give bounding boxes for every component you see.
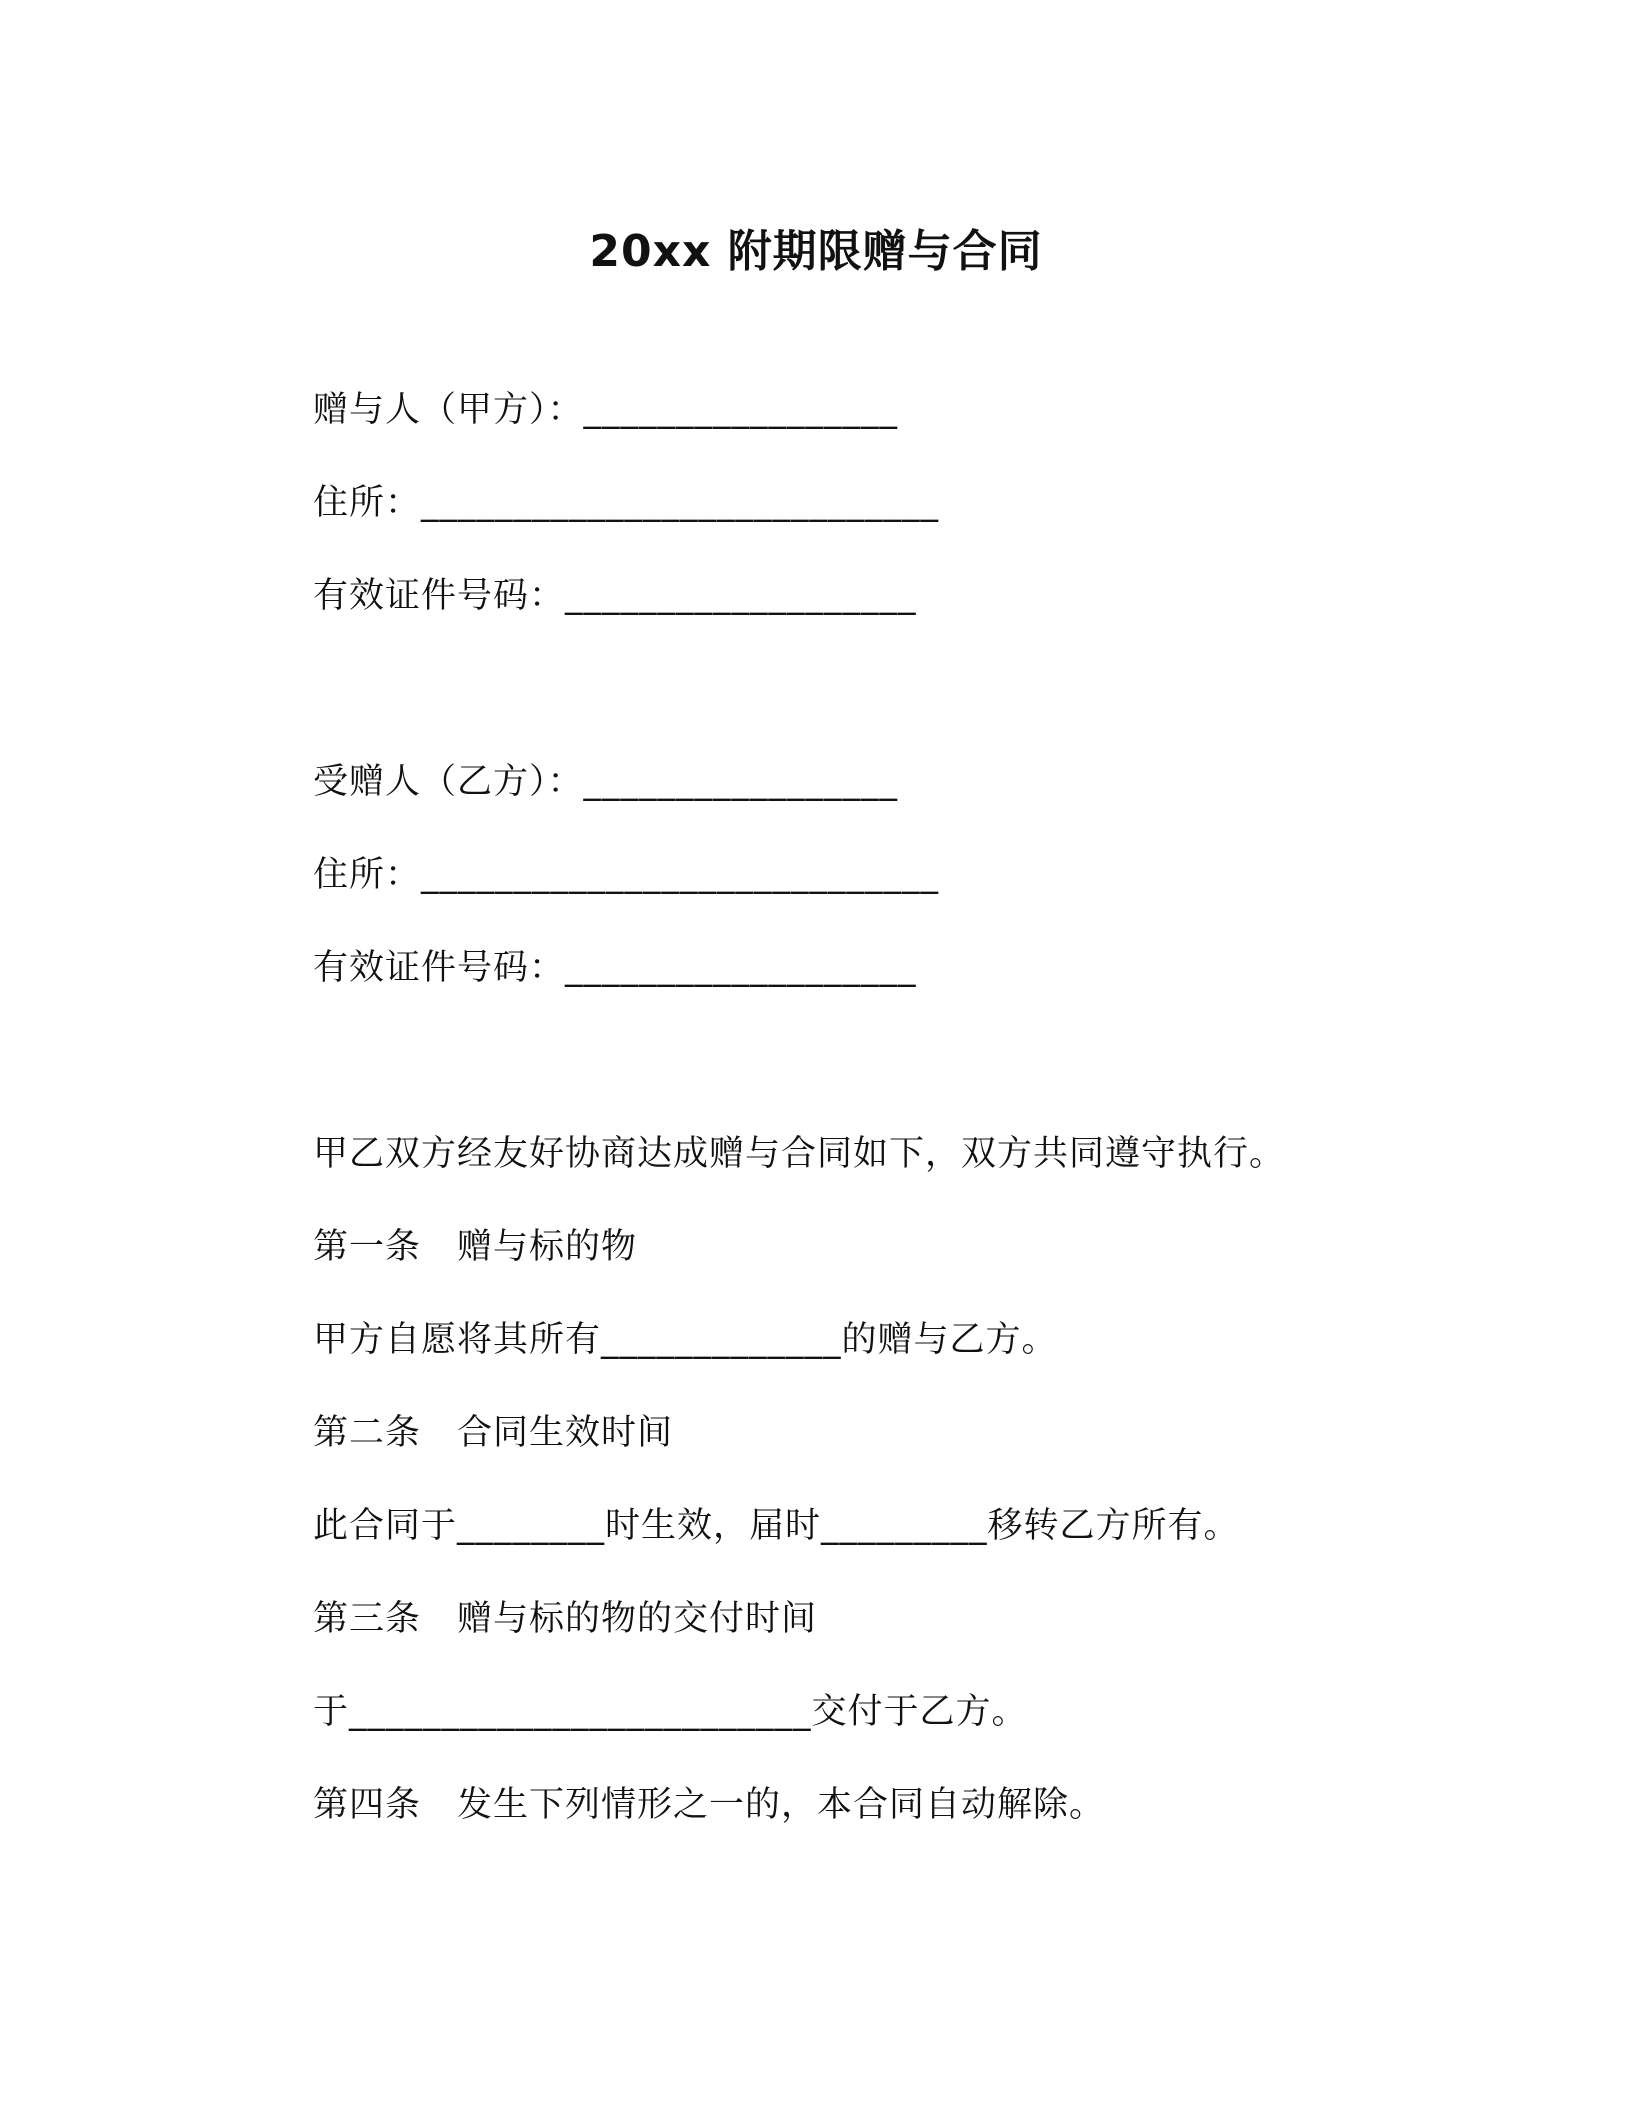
donee-id-line: 有效证件号码：___________________ (313, 948, 917, 988)
donor-id-line: 有效证件号码：___________________ (313, 576, 917, 616)
document-title: 20xx 附期限赠与合同 (589, 226, 1043, 277)
article-4-heading: 第四条 发生下列情形之一的，本合同自动解除。 (313, 1785, 1106, 1825)
donor-address-line: 住所：____________________________ (313, 483, 940, 523)
intro-paragraph: 甲乙双方经友好协商达成赠与合同如下，双方共同遵守执行。 (313, 1134, 1286, 1174)
donor-name-line: 赠与人（甲方）：_________________ (313, 390, 899, 430)
donee-address-line: 住所：____________________________ (313, 855, 940, 895)
article-2-heading: 第二条 合同生效时间 (313, 1413, 674, 1453)
donee-name-line: 受赠人（乙方）：_________________ (313, 762, 899, 802)
article-1-heading: 第一条 赠与标的物 (313, 1227, 638, 1267)
article-3-body: 于_________________________交付于乙方。 (313, 1692, 1028, 1732)
article-3-heading: 第三条 赠与标的物的交付时间 (313, 1599, 818, 1639)
article-2-body: 此合同于________时生效，届时_________移转乙方所有。 (313, 1506, 1240, 1546)
article-1-body: 甲方自愿将其所有_____________的赠与乙方。 (313, 1320, 1058, 1360)
